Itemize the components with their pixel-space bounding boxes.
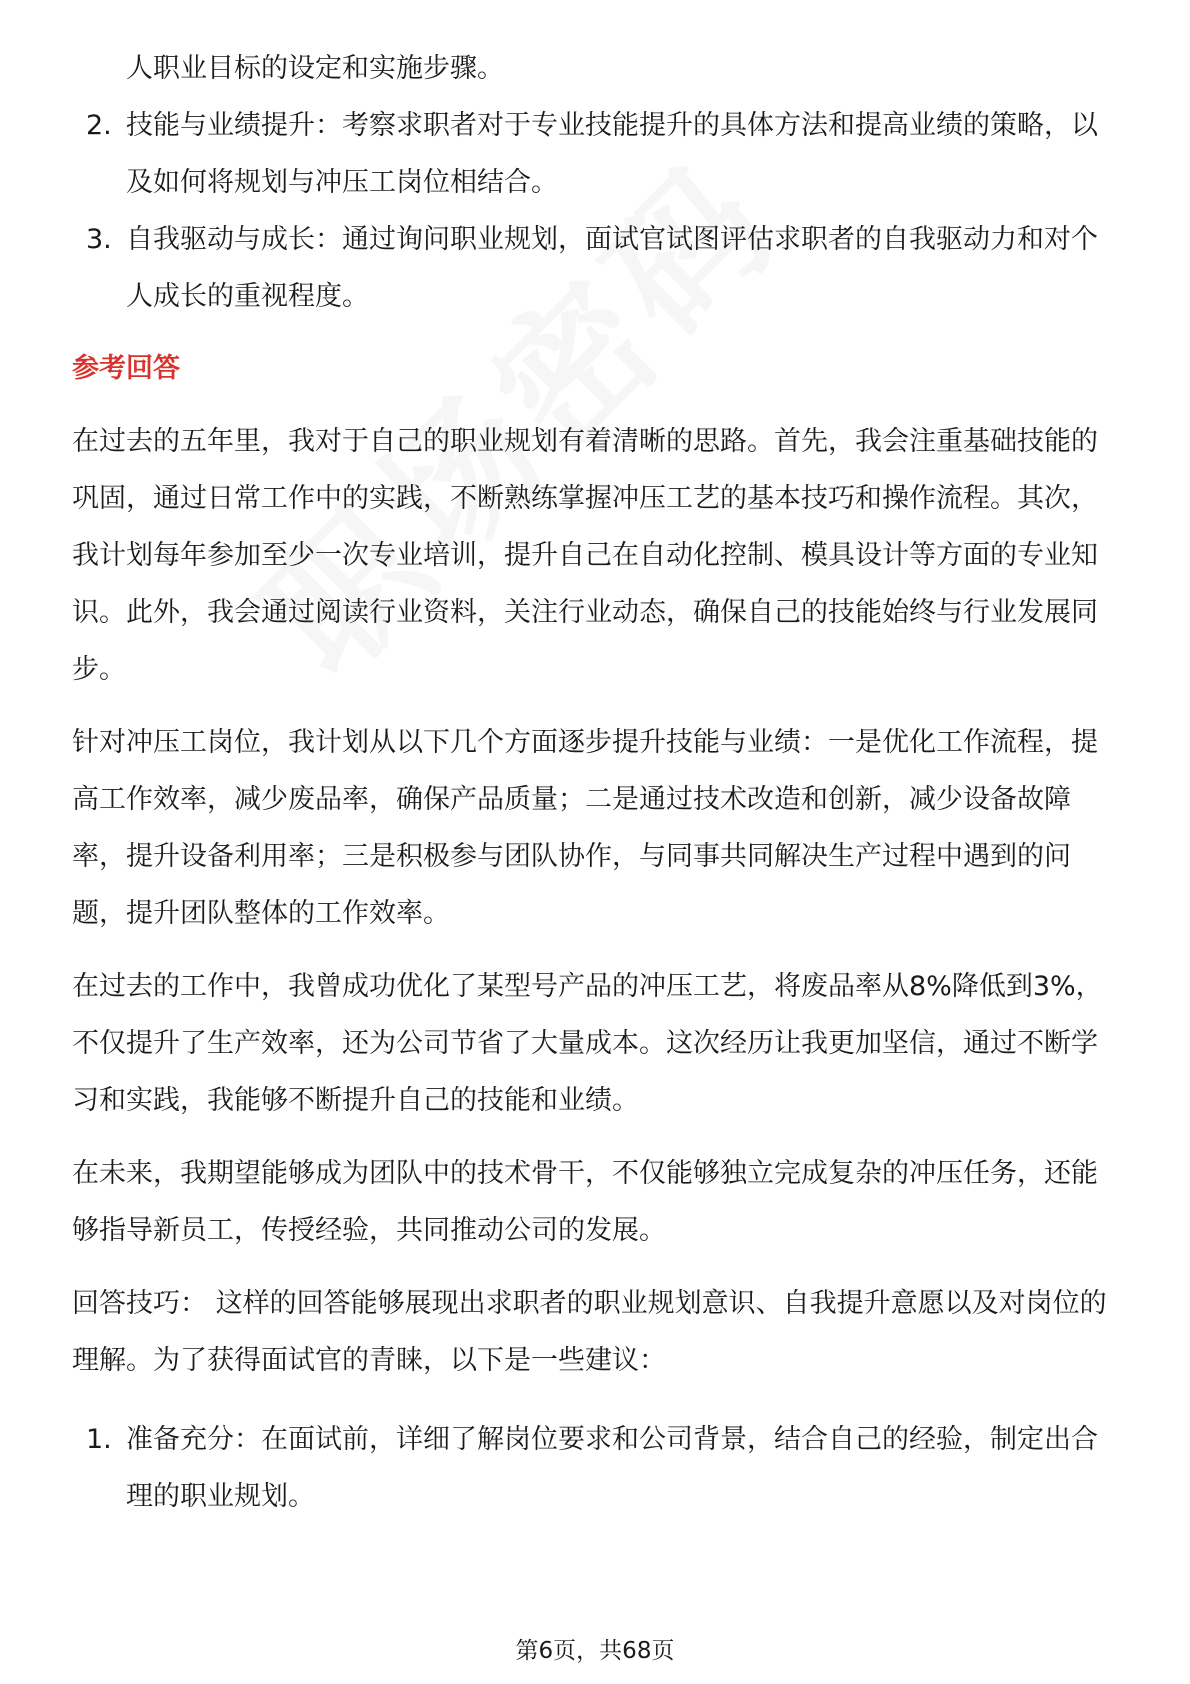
answer-paragraph-2: 针对冲压工岗位，我计划从以下几个方面逐步提升技能与业绩：一是优化工作流程，提高工作效率，减少废品率，确保产品质量；二是通过技术改造和创新，减少设备故障率，提升设备利用率；三是积极参与团队协作，与同事共同解决生产过程中遇到的问题，提升团队整体的工作效率。 [72, 727, 1098, 929]
page-content [72, 40, 1122, 1525]
list-item-number: 3. [86, 224, 112, 255]
list-item-continuation: 人职业目标的设定和实施步骤。 [126, 53, 504, 84]
evaluation-points-list [72, 97, 1122, 325]
list-item [72, 211, 1122, 325]
tips-list [72, 1411, 1122, 1525]
list-item-text: 自我驱动与成长：通过询问职业规划，面试官试图评估求职者的自我驱动力和对个人成长的重视程度。 [126, 224, 1098, 312]
answer-paragraph-3: 在过去的工作中，我曾成功优化了某型号产品的冲压工艺，将废品率从8%降低到3%，不仅提升了生产效率，还为公司节省了大量成本。这次经历让我更加坚信，通过不断学习和实践，我能够不断提升自己的技能和业绩。 [72, 971, 1103, 1116]
answer-paragraph-1: 在过去的五年里，我对于自己的职业规划有着清晰的思路。首先，我会注重基础技能的巩固，通过日常工作中的实践，不断熟练掌握冲压工艺的基本技巧和操作流程。其次，我计划每年参加至少一次专业培训，提升自己在自动化控制、模具设计等方面的专业知识。此外，我会通过阅读行业资料，关注行业动态，确保自己的技能始终与行业发展同步。 [72, 426, 1098, 685]
list-item [72, 97, 1122, 211]
list-item-text: 准备充分：在面试前，详细了解岗位要求和公司背景，结合自己的经验，制定出合理的职业规划。 [126, 1424, 1098, 1512]
list-item-number: 2. [86, 110, 112, 141]
list-item-number: 1. [86, 1424, 112, 1455]
answer-tips-paragraph: 回答技巧： 这样的回答能够展现出求职者的职业规划意识、自我提升意愿以及对岗位的理解。为了获得面试官的青睐，以下是一些建议： [72, 1288, 1107, 1376]
page-footer: 第6页，共68页 [515, 1638, 675, 1664]
answer-paragraph-4: 在未来，我期望能够成为团队中的技术骨干，不仅能够独立完成复杂的冲压任务，还能够指导新员工，传授经验，共同推动公司的发展。 [72, 1158, 1098, 1246]
list-item-text: 技能与业绩提升：考察求职者对于专业技能提升的具体方法和提高业绩的策略，以及如何将规划与冲压工岗位相结合。 [126, 110, 1098, 198]
section-heading-reference-answer: 参考回答 [72, 353, 180, 384]
list-item [72, 1411, 1122, 1525]
